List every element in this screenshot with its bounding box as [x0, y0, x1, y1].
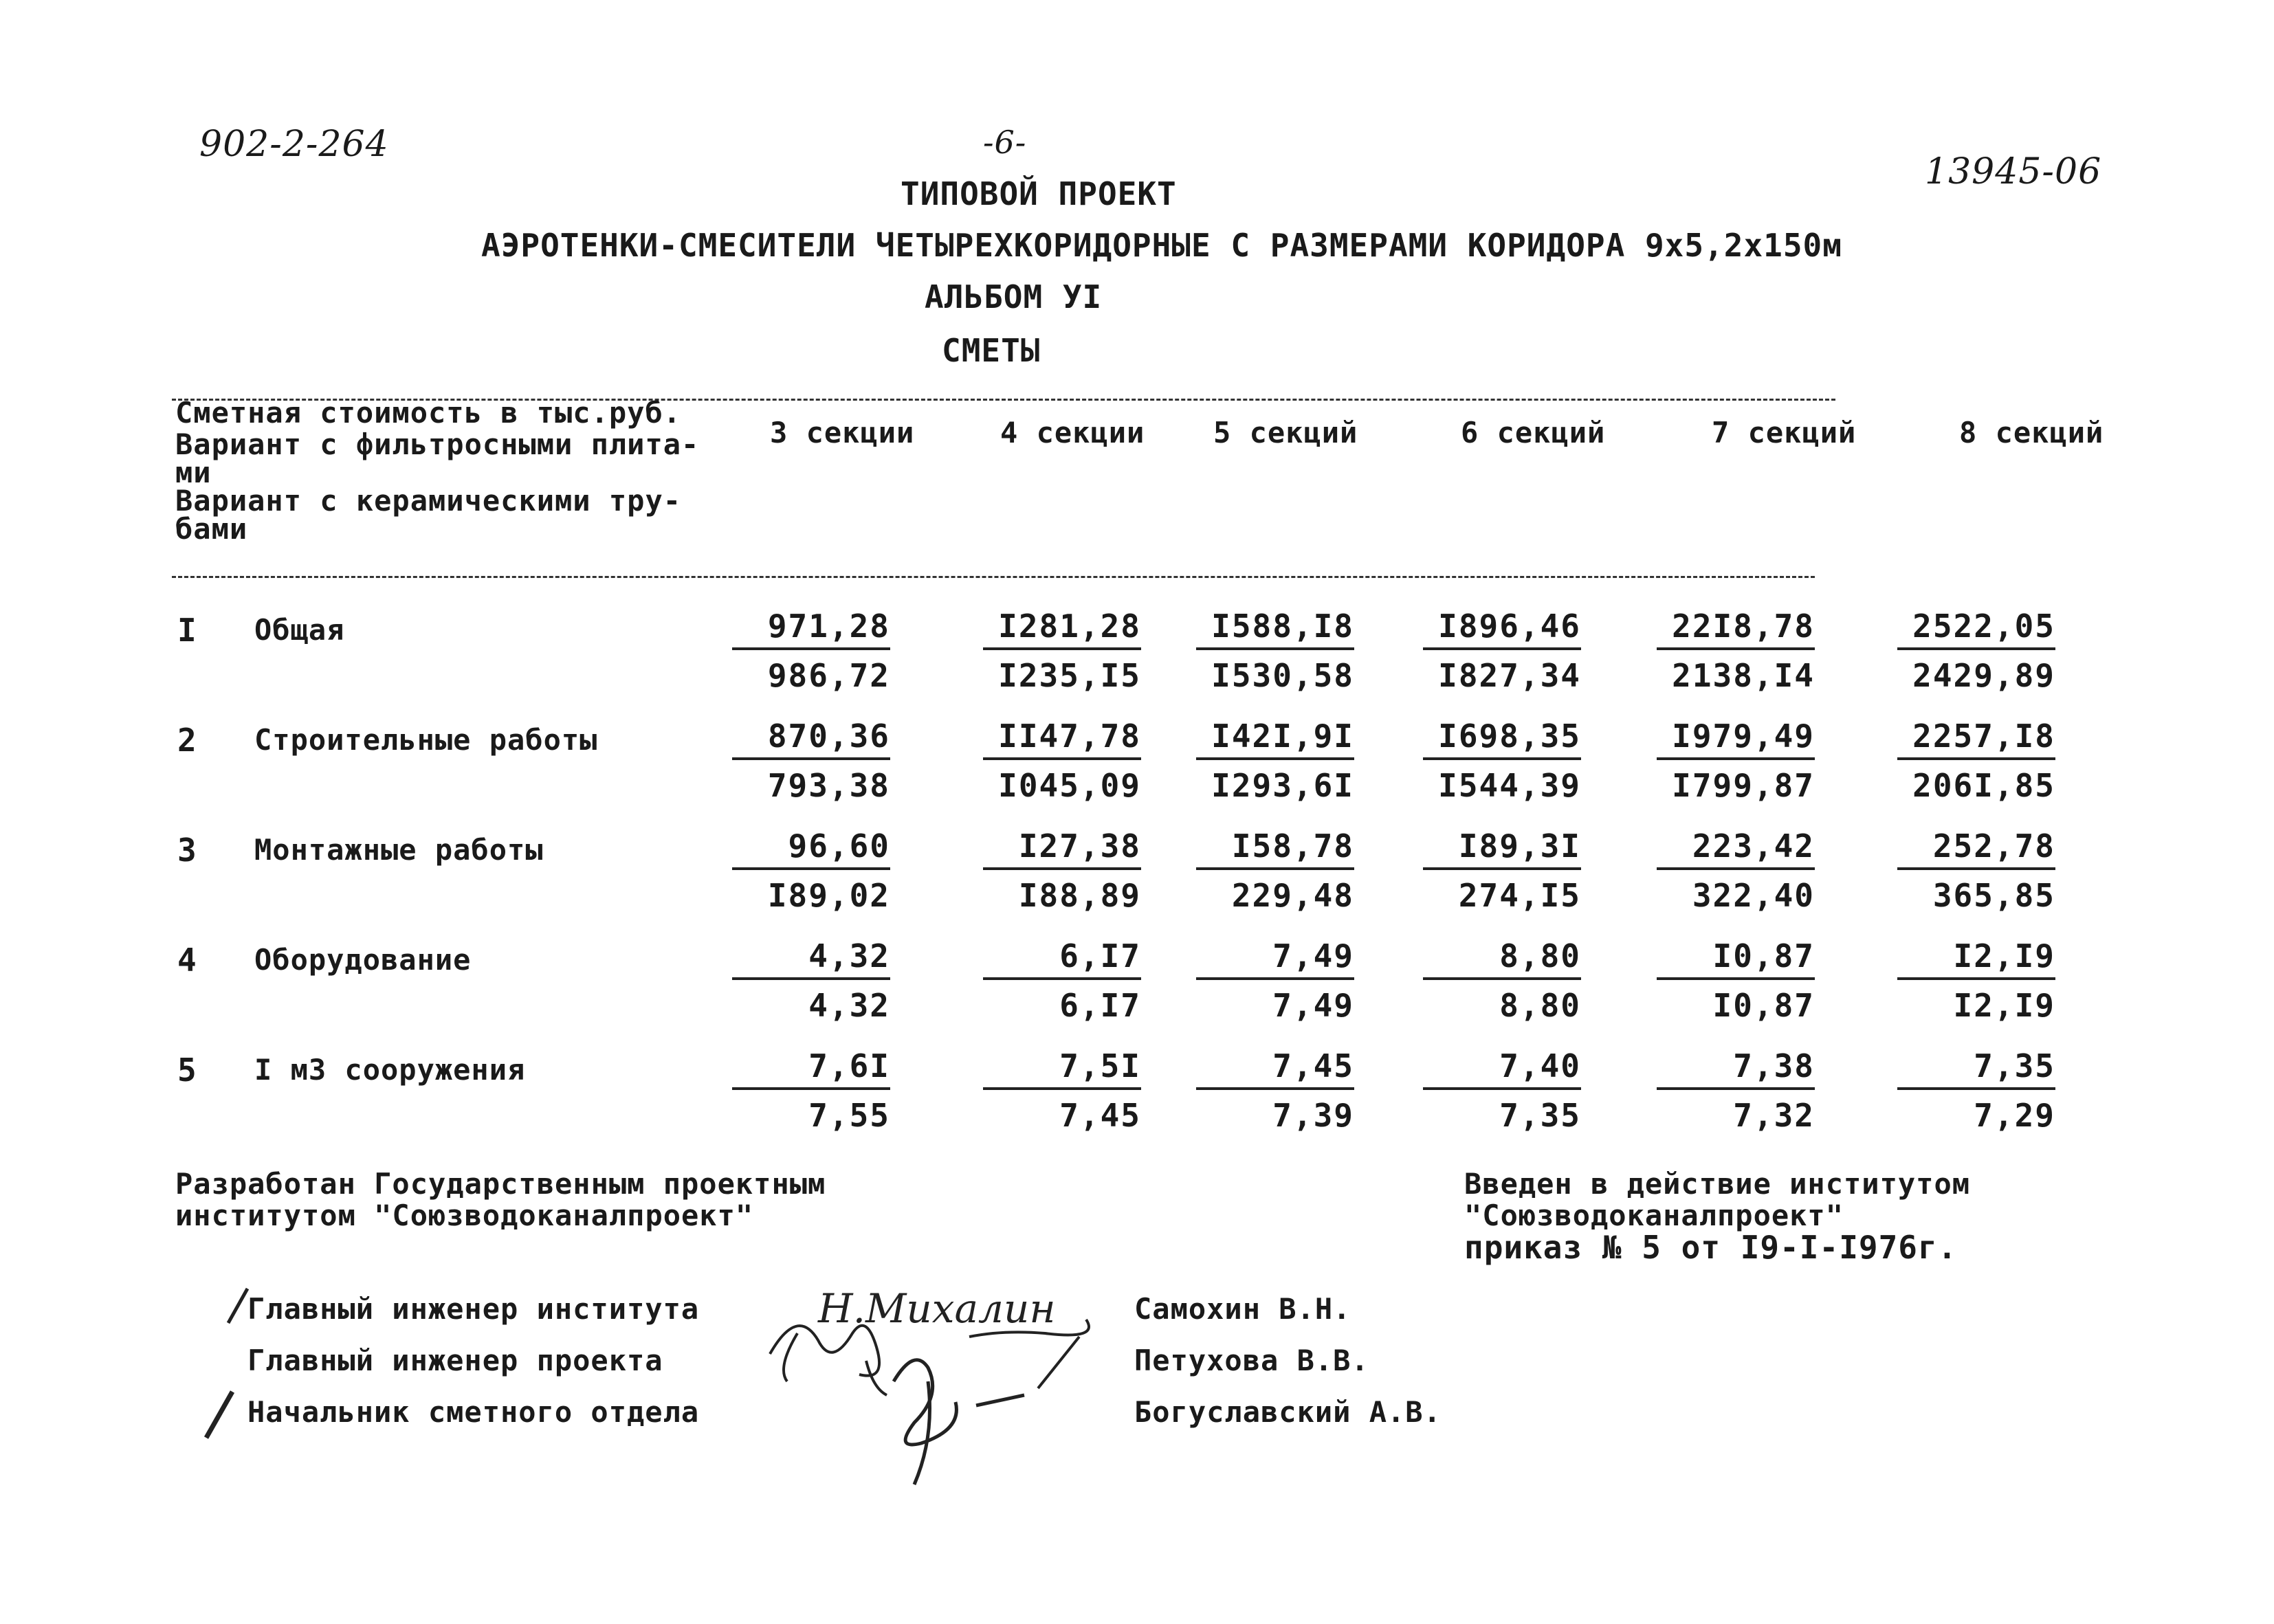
cell-value-filter-plates: I0,87 [1657, 937, 1815, 980]
cell-value-ceramic-pipes: I88,89 [1018, 877, 1141, 914]
cell-value-filter-plates: 7,5I [983, 1047, 1141, 1090]
cell-value-ceramic-pipes: 274,I5 [1458, 877, 1581, 914]
cell-value-filter-plates: 7,45 [1196, 1047, 1354, 1090]
developed-by-line-2: институтом "Союзводоканалпроект" [175, 1199, 754, 1232]
signatory-name-3: Богуславский А.В. [1134, 1395, 1442, 1429]
head-label-line-1: Сметная стоимость в тыс.руб. [175, 396, 682, 430]
cell-value-filter-plates: I2,I9 [1897, 937, 2055, 980]
cell-value-ceramic-pipes: 2138,I4 [1672, 657, 1815, 694]
cell-value-ceramic-pipes: I0,87 [1712, 987, 1815, 1024]
table-cell [983, 608, 1141, 694]
table-cell [1657, 718, 1815, 804]
cell-value-filter-plates: 96,60 [732, 827, 890, 870]
enacted-by [1464, 1167, 1971, 1266]
cell-value-filter-plates: 870,36 [732, 718, 890, 760]
cell-value-ceramic-pipes: 8,80 [1499, 987, 1581, 1024]
title-line-3: АЛЬБОМ УI [925, 278, 1103, 315]
cell-value-filter-plates: 7,35 [1897, 1047, 2055, 1090]
signatory-role-3: Начальник сметного отдела [247, 1395, 700, 1429]
cell-value-ceramic-pipes: I89,02 [767, 877, 890, 914]
cell-value-filter-plates: 8,80 [1423, 937, 1581, 980]
cell-value-filter-plates: 7,6I [732, 1047, 890, 1090]
cell-value-ceramic-pipes: I827,34 [1438, 657, 1581, 694]
cell-value-filter-plates: I42I,9I [1196, 718, 1354, 760]
table-head-rule [172, 576, 1815, 578]
enacted-by-line-3: приказ № 5 от I9-I-I976г. [1464, 1229, 1958, 1266]
cell-value-filter-plates: I979,49 [1657, 718, 1815, 760]
cell-value-ceramic-pipes: I235,I5 [998, 657, 1141, 694]
cell-value-ceramic-pipes: 7,32 [1733, 1097, 1815, 1134]
table-cell [983, 1047, 1141, 1134]
cell-value-filter-plates: 223,42 [1657, 827, 1815, 870]
head-label-line-3: ми [175, 456, 212, 489]
table-cell [983, 718, 1141, 804]
table-cell [1657, 608, 1815, 694]
cell-value-ceramic-pipes: 206I,85 [1912, 767, 2055, 804]
table-cell [1423, 937, 1581, 1024]
col-head-4: 4 секции [1000, 416, 1145, 449]
table-cell [1897, 608, 2055, 694]
cell-value-ceramic-pipes: 7,29 [1974, 1097, 2055, 1134]
cell-value-filter-plates: 7,49 [1196, 937, 1354, 980]
col-head-6: 6 секций [1461, 416, 1606, 449]
row-number: I [177, 612, 197, 649]
row-number: 4 [177, 942, 197, 979]
row-name: Строительные работы [254, 723, 598, 757]
developed-by-line-1: Разработан Государственным проектным [175, 1167, 826, 1201]
cell-value-filter-plates: I58,78 [1196, 827, 1354, 870]
table-cell [983, 827, 1141, 914]
cell-value-ceramic-pipes: 2429,89 [1912, 657, 2055, 694]
cell-value-filter-plates: 4,32 [732, 937, 890, 980]
table-cell [1196, 718, 1354, 804]
col-head-3: 3 секции [770, 416, 915, 449]
head-label-line-4: Вариант с керамическими тру- [175, 484, 682, 518]
row-name: I м3 сооружения [254, 1053, 526, 1087]
row-name: Монтажные работы [254, 833, 544, 867]
row-name: Общая [254, 613, 345, 647]
row-number: 2 [177, 722, 197, 759]
table-cell [1897, 937, 2055, 1024]
table-cell [732, 827, 890, 914]
signatory-name-1: Самохин В.Н. [1134, 1292, 1351, 1326]
check-mark-3 [199, 1388, 241, 1443]
cell-value-ceramic-pipes: 7,35 [1499, 1097, 1581, 1134]
cell-value-ceramic-pipes: I2,I9 [1953, 987, 2055, 1024]
check-mark-1 [220, 1285, 254, 1326]
table-cell [1657, 937, 1815, 1024]
cell-value-ceramic-pipes: I530,58 [1211, 657, 1354, 694]
cell-value-ceramic-pipes: 4,32 [808, 987, 890, 1024]
cell-value-ceramic-pipes: I799,87 [1672, 767, 1815, 804]
cell-value-ceramic-pipes: 7,49 [1272, 987, 1354, 1024]
title-line-2: АЭРОТЕНКИ-СМЕСИТЕЛИ ЧЕТЫРЕХКОРИДОРНЫЕ С РАЗМЕРАМИ КОРИДОРА 9х5,2х150м [481, 227, 1842, 264]
cell-value-filter-plates: 971,28 [732, 608, 890, 650]
table-cell [1196, 608, 1354, 694]
table-cell [1657, 827, 1815, 914]
cell-value-ceramic-pipes: I293,6I [1211, 767, 1354, 804]
row-name: Оборудование [254, 943, 472, 977]
cell-value-filter-plates: I27,38 [983, 827, 1141, 870]
cell-value-filter-plates: I89,3I [1423, 827, 1581, 870]
table-cell [1196, 827, 1354, 914]
title-line-1: ТИПОВОЙ ПРОЕКТ [901, 175, 1177, 212]
col-head-8: 8 секций [1959, 416, 2104, 449]
table-cell [1897, 1047, 2055, 1134]
table-cell [732, 718, 890, 804]
table-cell [1423, 1047, 1581, 1134]
head-label-line-2: Вариант с фильтросными плита- [175, 427, 700, 461]
cell-value-filter-plates: 6,I7 [983, 937, 1141, 980]
cell-value-ceramic-pipes: 365,85 [1932, 877, 2055, 914]
signature-scribbles [756, 1278, 1100, 1505]
signature-1: Н.Михалин [818, 1285, 1056, 1332]
cell-value-ceramic-pipes: 7,55 [808, 1097, 890, 1134]
col-head-7: 7 секций [1712, 416, 1857, 449]
head-label-line-5: бами [175, 512, 248, 546]
table-cell [732, 608, 890, 694]
doc-code-right: 13945-06 [1925, 151, 2102, 192]
developed-by [175, 1168, 826, 1232]
cell-value-ceramic-pipes: I045,09 [998, 767, 1141, 804]
row-number: 3 [177, 832, 197, 869]
page-number: -6- [983, 124, 1027, 161]
cell-value-filter-plates: I698,35 [1423, 718, 1581, 760]
table-cell [1897, 827, 2055, 914]
table-cell [1423, 608, 1581, 694]
cell-value-ceramic-pipes: 6,I7 [1059, 987, 1141, 1024]
signatory-role-1: Главный инженер института [247, 1292, 700, 1326]
title-line-4: СМЕТЫ [942, 332, 1041, 369]
cell-value-filter-plates: 7,38 [1657, 1047, 1815, 1090]
table-cell [983, 937, 1141, 1024]
table-cell [1196, 937, 1354, 1024]
col-head-5: 5 секций [1213, 416, 1358, 449]
cell-value-ceramic-pipes: 7,39 [1272, 1097, 1354, 1134]
table-cell [1897, 718, 2055, 804]
table-cell [1423, 827, 1581, 914]
table-cell [732, 1047, 890, 1134]
row-number: 5 [177, 1052, 197, 1089]
cell-value-filter-plates: 22I8,78 [1657, 608, 1815, 650]
table-head-label [175, 396, 700, 546]
table-cell [1657, 1047, 1815, 1134]
enacted-by-line-2: "Союзводоканалпроект" [1464, 1199, 1844, 1232]
table-cell [732, 937, 890, 1024]
cell-value-ceramic-pipes: I544,39 [1438, 767, 1581, 804]
cell-value-ceramic-pipes: 7,45 [1059, 1097, 1141, 1134]
cell-value-filter-plates: 7,40 [1423, 1047, 1581, 1090]
cell-value-ceramic-pipes: 229,48 [1231, 877, 1354, 914]
cell-value-filter-plates: 2522,05 [1897, 608, 2055, 650]
doc-code-left: 902-2-264 [199, 124, 389, 165]
cell-value-filter-plates: II47,78 [983, 718, 1141, 760]
signatory-name-2: Петухова В.В. [1134, 1344, 1369, 1377]
table-cell [1423, 718, 1581, 804]
signatory-role-2: Главный инженер проекта [247, 1344, 663, 1377]
cell-value-ceramic-pipes: 986,72 [767, 657, 890, 694]
cell-value-filter-plates: I281,28 [983, 608, 1141, 650]
cell-value-ceramic-pipes: 322,40 [1692, 877, 1815, 914]
cell-value-filter-plates: I896,46 [1423, 608, 1581, 650]
table-cell [1196, 1047, 1354, 1134]
cell-value-ceramic-pipes: 793,38 [767, 767, 890, 804]
cell-value-filter-plates: I588,I8 [1196, 608, 1354, 650]
cell-value-filter-plates: 2257,I8 [1897, 718, 2055, 760]
enacted-by-line-1: Введен в действие институтом [1464, 1167, 1971, 1201]
cell-value-filter-plates: 252,78 [1897, 827, 2055, 870]
